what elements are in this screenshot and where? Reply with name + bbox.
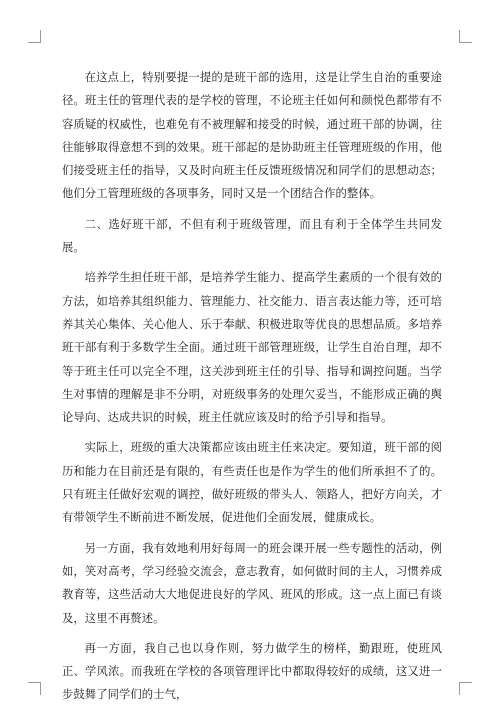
paragraph-class-meetings: 另一方面，我有效地利用好每周一的班会课开展一些专题性的活动，例如，笑对高考，学习经验交流会，意志教育，如何做时间的主人，习惯养成教育等，这些活动大大地促进良好的学风、班风的形成。这一点上面已有谈及，这里不再赘述。: [62, 541, 442, 625]
paragraph-gap: [62, 530, 442, 537]
crop-mark-bottom-left: [28, 682, 41, 695]
paragraph-training-cadres: 培养学生担任班干部，是培养学生能力、提高学生素质的一个很有效的方法，如培养其组织能力、管理能力、社交能力、语言表达能力等，还可培养其关心集体、关心他人、乐于奉献、积极进取等优良的思想品质。多培养班干部有利于多数学生全面。通过班干部管理班级，让学生自治自理，却不等于班主任可以完全不理，这关涉到班主任的引导、指导和调控问题。当学生对事情的理解是非不分明，对班级事务的处理欠妥当，不能形成正确的舆论导向、达成共识的时候，班主任就应该及时的给予引导和指导。: [62, 271, 442, 425]
section-heading-choose-cadres: 二、选好班干部，不但有利于班级管理，而且有利于全体学生共同发展。: [62, 217, 442, 255]
paragraph-lead-by-example: 再一方面，我自己也以身作则，努力做学生的榜样，勤跟班，使班风正、学风浓。而我班在学校的各项管理评比中都取得较好的成绩，这又进一步鼓舞了同学们的士气，: [62, 641, 442, 702]
paragraph-class-cadre-selection: 在这点上，特别要提一提的是班干部的选用，这是让学生自治的重要途径。班主任的管理代表的是学校的管理，不论班主任如何和颜悦色都带有不容质疑的权威性，也难免有不被理解和接受的时候，通过班干部的协调，往往能够取得意想不到的效果。班干部起的是协助班主任管理班级的作用，他们接受班主任的指导，又及时向班主任反馈班级情况和同学们的思想动态；他们分工管理班级的各项事务，同时又是一个团结合作的整体。: [62, 71, 442, 201]
paragraph-gap: [62, 429, 442, 436]
paragraph-gap: [62, 206, 442, 213]
crop-mark-top-right: [459, 30, 472, 43]
crop-mark-bottom-right: [459, 682, 472, 695]
page-body: [62, 66, 442, 707]
paragraph-gap: [62, 630, 442, 637]
paragraph-major-decisions: 实际上，班级的重大决策都应该由班主任来决定。要知道，班干部的阅历和能力在目前还是有限的，有些责任也是作为学生的他们所承担不了的。只有班主任做好宏观的调控，做好班级的带头人、领路人，把好方向关，才有带领学生不断前进不断发展，促进他们全面发展，健康成长。: [62, 441, 442, 525]
crop-mark-top-left: [28, 30, 41, 43]
paragraph-gap: [62, 259, 442, 266]
